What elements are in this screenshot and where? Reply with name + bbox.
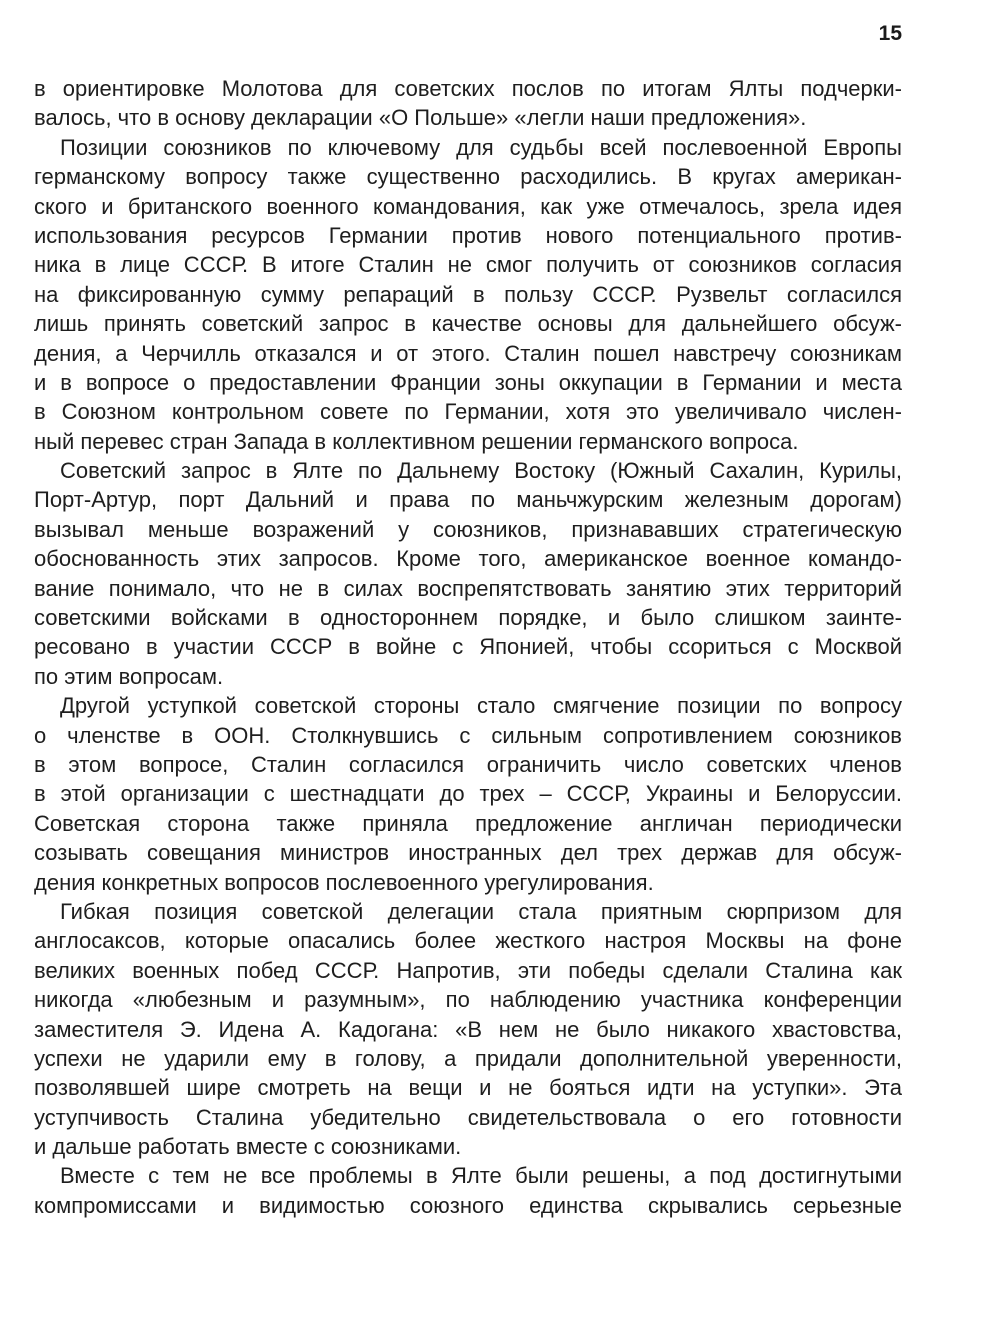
text-line: Позиции союзников по ключевому для судьбы всей послевоенной Европы [60, 134, 902, 160]
text-line: в ориентировке Молотова для советских послов по итогам Ялты подчерки- [34, 76, 902, 101]
text-line: ный перевес стран Запада в коллективном решении германского вопроса. [34, 428, 799, 454]
text-line: англосаксов, которые опасались более жесткого настроя Москвы на фоне [34, 928, 902, 954]
text-line: дения конкретных вопросов послевоенного урегулирования. [34, 869, 654, 895]
paragraph [34, 1161, 902, 1220]
body-text [34, 74, 902, 1220]
text-line: в этом вопросе, Сталин согласился ограничить число советских членов [34, 751, 902, 777]
text-line: вание понимало, что не в силах воспрепятствовать занятию этих территорий [34, 575, 902, 601]
text-line: на фиксированную сумму репараций в пользу СССР. Рузвельт согласился [34, 281, 902, 307]
text-line: в Союзном контрольном совете по Германии, хотя это увеличивало числен- [34, 399, 902, 425]
text-line: Советский запрос в Ялте по Дальнему Востоку (Южный Сахалин, Курилы, [60, 458, 902, 484]
text-line: никогда «любезным и разумным», по наблюдению участника конференции [34, 987, 902, 1013]
text-line: Порт-Артур, порт Дальний и права по маньчжурским железным дорогам) [34, 487, 902, 513]
text-line: вызывал меньше возражений у союзников, признававших стратегическую [34, 516, 902, 542]
paragraph [34, 133, 902, 456]
text-line: использования ресурсов Германии против нового потенциального против- [34, 222, 902, 248]
text-line: и в вопросе о предоставлении Франции зоны оккупации в Германии и места [34, 369, 902, 395]
paragraph [34, 456, 902, 691]
text-line: заместителя Э. Идена А. Кадогана: «В нем не было никакого хвастовства, [34, 1016, 902, 1042]
text-line: позволявшей шире смотреть на вещи и не бояться идти на уступки». Эта [34, 1075, 902, 1101]
text-line: дения, а Черчилль отказался и от этого. Сталин пошел навстречу союзникам [34, 340, 902, 366]
text-line: Другой уступкой советской стороны стало смягчение позиции по вопросу [60, 693, 902, 719]
text-line: советскими войсками в одностороннем порядке, и было слишком заинте- [34, 605, 902, 631]
text-line: обоснованность этих запросов. Кроме того, американское военное командо- [34, 546, 902, 572]
text-line: лишь принять советский запрос в качестве основы для дальнейшего обсуж- [34, 311, 902, 337]
text-line: по этим вопросам. [34, 663, 224, 689]
paragraph [34, 74, 902, 133]
text-line: Гибкая позиция советской делегации стала приятным сюрпризом для [60, 898, 902, 924]
text-line: валось, что в основу декларации «О Польше» «легли наши предложения». [34, 105, 807, 131]
page-number: 15 [878, 22, 902, 45]
text-line: Вместе с тем не все проблемы в Ялте были решены, а под достигнутыми [60, 1163, 902, 1189]
text-line: созывать совещания министров иностранных дел трех держав для обсуж- [34, 840, 902, 866]
paragraph [34, 691, 902, 897]
text-line: в этой организации с шестнадцати до трех – СССР, Украины и Белоруссии. [34, 781, 902, 807]
text-line: компромиссами и видимостью союзного единства скрывались серьезные [34, 1192, 902, 1218]
paragraph [34, 897, 902, 1162]
text-line: и дальше работать вместе с союзниками. [34, 1134, 462, 1160]
text-line: великих военных побед СССР. Напротив, эти победы сделали Сталина как [34, 957, 902, 983]
text-line: ника в лице СССР. В итоге Сталин не смог получить от союзников согласия [34, 252, 902, 278]
text-line: успехи не ударили ему в голову, а придали дополнительной уверенности, [34, 1045, 902, 1071]
text-line: ского и британского военного командования, как уже отмечалось, зрела идея [34, 193, 902, 219]
text-line: Советская сторона также приняла предложение англичан периодически [34, 810, 902, 836]
text-line: уступчивость Сталина убедительно свидетельствовала о его готовности [34, 1104, 902, 1130]
text-line: о членстве в ООН. Столкнувшись с сильным сопротивлением союзников [34, 722, 902, 748]
text-line: германскому вопросу также существенно расходились. В кругах американ- [34, 164, 902, 190]
text-line: ресовано в участии СССР в войне с Японией, чтобы ссориться с Москвой [34, 634, 902, 660]
